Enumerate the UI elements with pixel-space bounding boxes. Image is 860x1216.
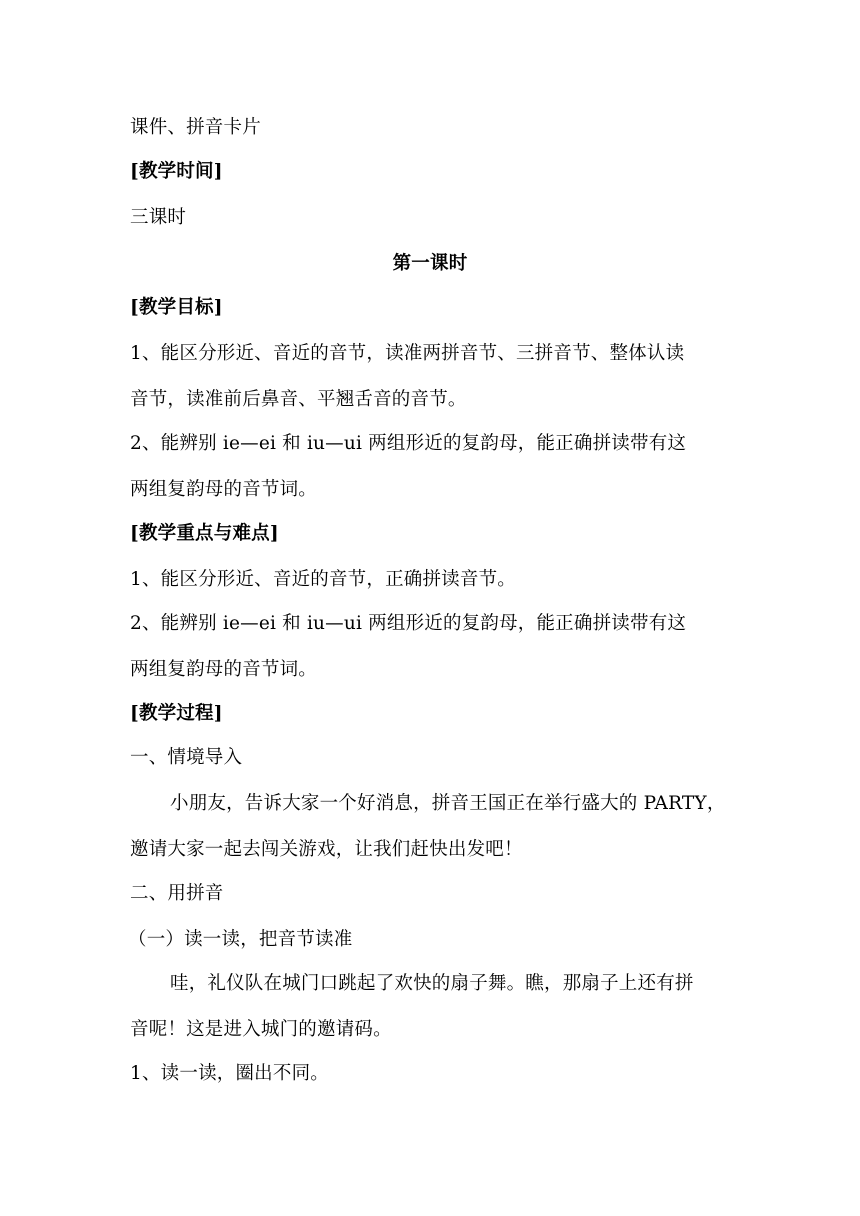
goal-1-line-b: 音节，读准前后鼻音、平翘舌音的音节。	[130, 389, 467, 410]
goal-1-line-a: 1、能区分形近、音近的音节，读准两拼音节、三拼音节、整体认读	[130, 343, 685, 364]
section-1-heading: 一、情境导入	[130, 747, 243, 768]
intro-line-b: 邀请大家一起去闯关游戏，让我们赶快出发吧！	[130, 839, 523, 860]
key-2-line-b: 两组复韵母的音节词。	[130, 659, 318, 680]
process-heading: [教学过程]	[130, 703, 223, 724]
key-2-line-a: 2、能辨别 ie—ei 和 iu—ui 两组形近的复韵母，能正确拼读带有这	[130, 613, 687, 634]
paragraph-line-b: 音呢！这是进入城门的邀请码。	[130, 1019, 392, 1040]
lesson-title: 第一课时	[392, 253, 468, 274]
subsection-1-heading: （一）读一读，把音节读准	[128, 929, 353, 950]
time-value: 三课时	[130, 207, 187, 228]
time-heading: [教学时间]	[130, 161, 223, 182]
materials-line: 课件、拼音卡片	[130, 117, 261, 138]
goal-2-line-b: 两组复韵母的音节词。	[130, 479, 318, 500]
goals-heading: [教学目标]	[130, 297, 223, 318]
step-1-line: 1、读一读，圈出不同。	[130, 1063, 329, 1084]
paragraph-line-a: 哇，礼仪队在城门口跳起了欢快的扇子舞。瞧，那扇子上还有拼	[170, 973, 694, 994]
intro-line-a: 小朋友，告诉大家一个好消息，拼音王国正在举行盛大的 PARTY，	[170, 793, 726, 814]
goal-2-line-a: 2、能辨别 ie—ei 和 iu—ui 两组形近的复韵母，能正确拼读带有这	[130, 433, 687, 454]
key-1-line: 1、能区分形近、音近的音节，正确拼读音节。	[130, 569, 516, 590]
section-2-heading: 二、用拼音	[130, 883, 224, 904]
key-heading: [教学重点与难点]	[130, 523, 279, 544]
